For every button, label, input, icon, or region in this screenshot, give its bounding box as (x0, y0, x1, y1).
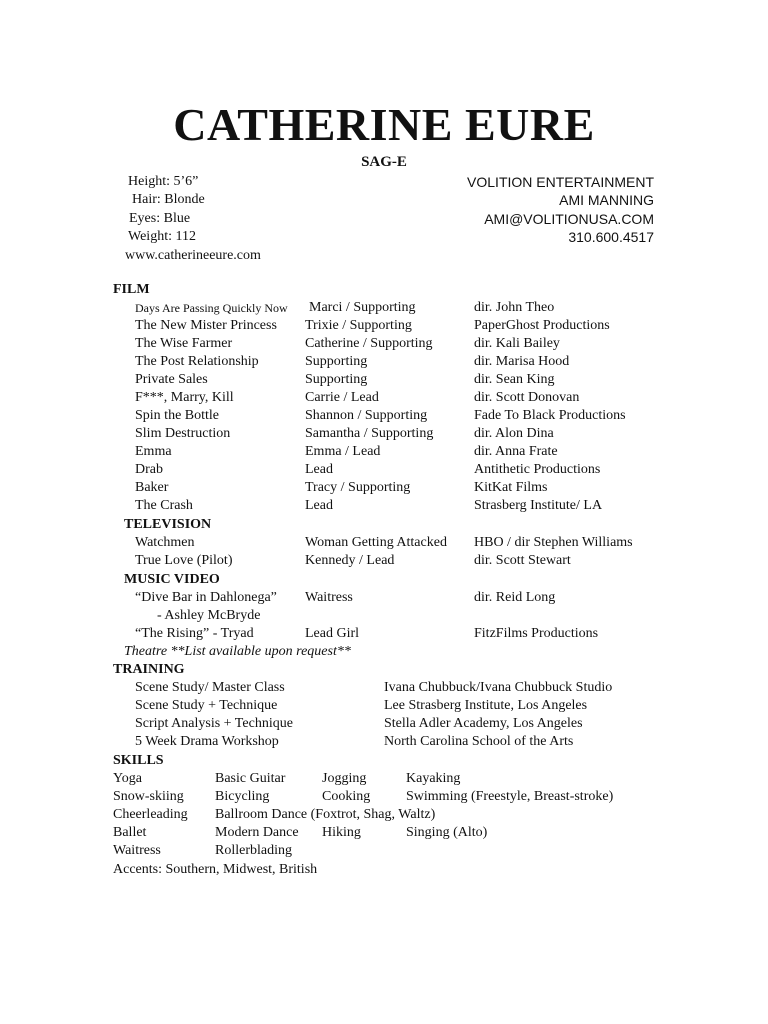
credit-role: Lead Girl (305, 626, 360, 641)
credit-row (0, 300, 768, 318)
skill-item: Bicycling (215, 789, 270, 804)
theatre-note: Theatre **List available upon request** (124, 644, 351, 659)
credit-title: The New Mister Princess (135, 318, 277, 333)
credit-title: The Post Relationship (135, 354, 259, 369)
credit-row (0, 354, 768, 372)
credit-row (0, 590, 768, 608)
credit-director: dir. Reid Long (474, 590, 556, 605)
training-heading: TRAINING (113, 662, 185, 677)
credit-artist: - Ashley McBryde (157, 608, 261, 623)
credit-role: Kennedy / Lead (305, 553, 395, 568)
credit-row (0, 336, 768, 354)
website-link[interactable]: www.catherineeure.com (125, 247, 261, 263)
credit-row (0, 444, 768, 462)
training-school: North Carolina School of the Arts (384, 734, 574, 749)
credit-director: dir. Kali Bailey (474, 336, 560, 351)
credit-director: dir. Marisa Hood (474, 354, 570, 369)
credit-director: dir. Sean King (474, 372, 555, 387)
credit-director: dir. Alon Dina (474, 426, 554, 441)
skill-item: Hiking (322, 825, 361, 840)
skill-item: Rollerblading (215, 843, 292, 858)
credit-row (0, 408, 768, 426)
weight-stat: Weight: 112 (128, 229, 196, 245)
credit-title: Drab (135, 462, 163, 477)
television-heading: TELEVISION (124, 517, 212, 532)
skill-item: Swimming (Freestyle, Breast-stroke) (406, 789, 614, 804)
credit-role: Tracy / Supporting (305, 480, 411, 495)
credit-row (0, 553, 768, 571)
skill-item: Modern Dance (215, 825, 299, 840)
agent-email[interactable]: AMI@VOLITIONUSA.COM (484, 210, 654, 227)
credit-row (0, 318, 768, 336)
credit-director: dir. Anna Frate (474, 444, 558, 459)
credit-director: dir. Scott Donovan (474, 390, 580, 405)
hair-stat: Hair: Blonde (132, 192, 205, 208)
credit-title: The Wise Farmer (135, 336, 233, 351)
training-school: Stella Adler Academy, Los Angeles (384, 716, 583, 731)
credit-director: FitzFilms Productions (474, 626, 599, 641)
credit-title: The Crash (135, 498, 193, 513)
credit-role: Trixie / Supporting (305, 318, 412, 333)
skill-item: Singing (Alto) (406, 825, 488, 840)
credit-title: Spin the Bottle (135, 408, 219, 423)
credit-title: Watchmen (135, 535, 195, 550)
agency-name: VOLITION ENTERTAINMENT (467, 174, 654, 190)
credit-title: Emma (135, 444, 172, 459)
credit-role: Lead (305, 498, 333, 513)
credit-director: HBO / dir Stephen Williams (474, 535, 633, 550)
agent-phone: 310.600.4517 (568, 229, 654, 246)
training-course: Scene Study + Technique (135, 698, 278, 713)
skill-item: Kayaking (406, 771, 461, 786)
training-row (0, 716, 768, 734)
credit-title: Days Are Passing Quickly Now (135, 301, 288, 315)
music-video-heading: MUSIC VIDEO (124, 572, 220, 587)
actor-name: CATHERINE EURE (173, 99, 595, 150)
credit-director: dir. Scott Stewart (474, 553, 571, 568)
training-row (0, 734, 768, 752)
credit-role: Lead (305, 462, 333, 477)
credit-row (0, 480, 768, 498)
skill-item: Waitress (113, 843, 161, 858)
credit-role: Catherine / Supporting (305, 336, 433, 351)
skills-row (0, 807, 768, 825)
credit-director: Strasberg Institute/ LA (474, 498, 603, 513)
credit-role: Supporting (305, 354, 368, 369)
credit-role: Carrie / Lead (305, 390, 379, 405)
skill-item: Snow-skiing (113, 789, 184, 804)
training-row (0, 680, 768, 698)
credit-title: “Dive Bar in Dahlonega” (135, 590, 277, 605)
skills-row (0, 843, 768, 861)
skill-item: Ballet (113, 825, 147, 840)
training-course: 5 Week Drama Workshop (135, 734, 279, 749)
credit-role: Shannon / Supporting (305, 408, 428, 423)
skills-row (0, 789, 768, 807)
skill-item: Basic Guitar (215, 771, 286, 786)
training-row (0, 698, 768, 716)
physical-stats (125, 173, 261, 265)
credit-row (0, 372, 768, 390)
credit-director: KitKat Films (474, 480, 548, 495)
credit-role: Marci / Supporting (309, 300, 416, 315)
skills-row (0, 825, 768, 843)
credit-role: Woman Getting Attacked (305, 535, 447, 550)
skill-item: Ballroom Dance (Foxtrot, Shag, Waltz) (215, 807, 436, 822)
skill-item: Cooking (322, 789, 371, 804)
training-course: Script Analysis + Technique (135, 716, 293, 731)
height-stat: Height: 5’6” (128, 174, 199, 189)
credit-role: Supporting (305, 372, 368, 387)
credit-row (0, 535, 768, 553)
training-school: Lee Strasberg Institute, Los Angeles (384, 698, 588, 713)
credit-role: Samantha / Supporting (305, 426, 434, 441)
union-status: SAG-E (361, 154, 407, 170)
credit-director: Antithetic Productions (474, 462, 601, 477)
skill-item: Jogging (322, 771, 367, 786)
training-course: Scene Study/ Master Class (135, 680, 285, 695)
credit-row (0, 498, 768, 516)
credit-title: F***, Marry, Kill (135, 390, 234, 405)
skill-item: Cheerleading (113, 807, 188, 822)
training-school: Ivana Chubbuck/Ivana Chubbuck Studio (384, 680, 613, 695)
credit-role: Emma / Lead (305, 444, 381, 459)
credit-title: Baker (135, 480, 169, 495)
agent-name: AMI MANNING (559, 192, 654, 209)
credit-title: True Love (Pilot) (135, 553, 233, 568)
credit-row (0, 608, 768, 626)
credit-director: Fade To Black Productions (474, 408, 626, 423)
credit-director: PaperGhost Productions (474, 318, 610, 333)
credit-row (0, 462, 768, 480)
credit-title: Private Sales (135, 372, 208, 387)
skill-item: Yoga (113, 771, 142, 786)
credit-director: dir. John Theo (474, 300, 555, 315)
credit-row (0, 390, 768, 408)
agency-contact (467, 173, 654, 247)
skills-row (0, 771, 768, 789)
skills-heading: SKILLS (113, 753, 164, 768)
credit-row (0, 626, 768, 644)
film-heading: FILM (113, 282, 150, 297)
accents-line: Accents: Southern, Midwest, British (113, 862, 318, 877)
credit-row (0, 426, 768, 444)
eyes-stat: Eyes: Blue (129, 210, 191, 226)
credit-role: Waitress (305, 590, 353, 605)
credit-title: “The Rising” - Tryad (135, 626, 254, 641)
credit-title: Slim Destruction (135, 426, 231, 441)
